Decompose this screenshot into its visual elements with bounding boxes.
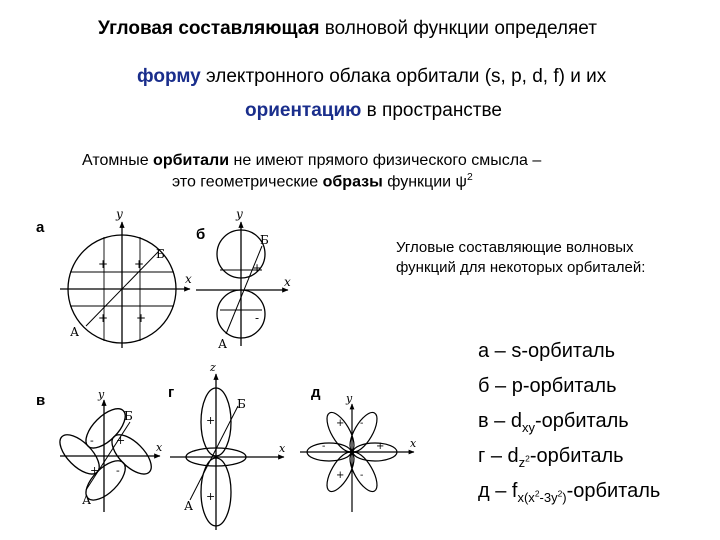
diagram-label-b: б (196, 226, 206, 243)
dz2-plus-upper: + (206, 414, 216, 427)
legend-dz2-sub-z: z (518, 455, 526, 470)
s-point-a: А (70, 325, 80, 339)
s-point-b: Б (156, 247, 165, 261)
legend-dxy-suffix: -орбиталь (534, 410, 629, 432)
legend-f-prefix: д – f (478, 480, 518, 502)
legend-dz2-suffix: -орбиталь (529, 445, 624, 467)
dz2-point-b: Б (237, 397, 246, 411)
legend-f-sub3: ) (562, 490, 567, 505)
heading-rest-1: волновой функции определяет (319, 18, 597, 39)
heading-accent-orientation: ориентацию (245, 100, 362, 121)
note-superscript: 2 (466, 172, 473, 183)
heading-rest-2: электронного облака орбитали (s, p, d, f) и их (200, 66, 607, 87)
legend-dz2-sub (519, 455, 530, 470)
note-bold-images: образы (322, 173, 383, 191)
legend-s-prefix: а – (478, 340, 512, 362)
dxy-y-label: y (98, 388, 105, 401)
dz2-minus: - (192, 444, 196, 457)
dz2-z-label: z (210, 361, 216, 374)
dz2-point-a: А (184, 499, 194, 513)
dxy-x-label: x (156, 441, 163, 454)
legend-item-dxy (478, 410, 660, 445)
s-plus-4: + (136, 311, 147, 325)
dxy-orbital-diagram (53, 400, 160, 512)
dxy-minus-2: - (116, 464, 120, 477)
f-sign-1: + (376, 441, 385, 452)
dz2-plus-lower: + (206, 490, 216, 503)
f-y-label: y (346, 392, 353, 405)
f-sign-6: - (360, 470, 364, 481)
f-sign-2: - (360, 418, 364, 429)
legend-s-name: s-орбиталь (511, 340, 616, 362)
legend-f-sub2: -3y (539, 490, 558, 505)
f-x-label: x (410, 437, 417, 450)
dxy-plus-1: + (116, 434, 126, 447)
legend-f-suffix: -орбиталь (566, 480, 661, 502)
dxy-lobe-bottom-right (105, 428, 157, 480)
diagram-label-g: г (168, 384, 175, 401)
p-plus: + (252, 261, 263, 275)
legend-dz2-prefix: г – d (478, 445, 519, 467)
legend-dz2-sup: 2 (525, 453, 530, 464)
s-plus-3: + (98, 311, 109, 325)
p-point-b: Б (260, 233, 269, 247)
orbital-legend (478, 340, 660, 515)
f-sign-4: - (322, 441, 326, 452)
dxy-point-b: Б (124, 409, 133, 423)
p-orbital-diagram (196, 222, 288, 346)
legend-p-name: p-орбиталь (511, 375, 617, 397)
s-orbital-diagram (60, 222, 190, 348)
f-orbital-diagram (300, 404, 414, 512)
side-caption-line-1: Угловые составляющие волновых (396, 239, 634, 256)
note-text-2c: функции ψ (382, 173, 467, 191)
legend-item-p (478, 375, 660, 410)
note-text-2a: это геометрические (172, 173, 323, 191)
f-sign-5: + (336, 470, 345, 481)
side-caption-line-2: функций для некоторых орбиталей: (396, 259, 646, 276)
diagram-label-a: а (36, 219, 45, 236)
f-sign-3: + (336, 418, 345, 429)
p-point-a: А (218, 337, 228, 351)
dxy-point-a: А (82, 493, 92, 507)
s-x-label: x (185, 272, 192, 286)
legend-item-f (478, 480, 660, 515)
p-y-label: y (236, 207, 243, 221)
legend-item-dz2 (478, 445, 660, 480)
legend-item-s (478, 340, 660, 375)
note-text-1c: не имеют прямого физического смысла – (229, 152, 542, 169)
legend-dxy-sub: xy (521, 420, 535, 435)
legend-f-sup2: 2 (557, 488, 563, 499)
legend-p-prefix: б – (478, 375, 512, 397)
note-bold-orbitals: орбитали (153, 152, 230, 169)
dxy-minus-1: - (90, 434, 94, 447)
legend-f-sup1: 2 (534, 488, 540, 499)
s-y-label: y (116, 207, 123, 221)
legend-f-sub (517, 490, 566, 505)
heading-rest-3: в пространстве (361, 100, 502, 121)
dz2-x-label: x (279, 442, 286, 455)
legend-f-sub1: x(x (517, 490, 535, 505)
heading-accent-form: форму (137, 66, 201, 87)
s-plus-1: + (98, 257, 109, 271)
legend-dxy-prefix: в – d (478, 410, 522, 432)
s-plus-2: + (134, 257, 145, 271)
diagram-label-v: в (36, 392, 46, 409)
note-text-1a: Атомные (82, 152, 154, 169)
side-caption (396, 238, 645, 278)
heading-bold-phrase: Угловая составляющая (98, 18, 320, 39)
dxy-plus-2: + (90, 464, 100, 477)
p-x-label: x (284, 275, 291, 289)
p-minus: - (255, 311, 260, 325)
diagram-label-d: д (311, 384, 321, 401)
